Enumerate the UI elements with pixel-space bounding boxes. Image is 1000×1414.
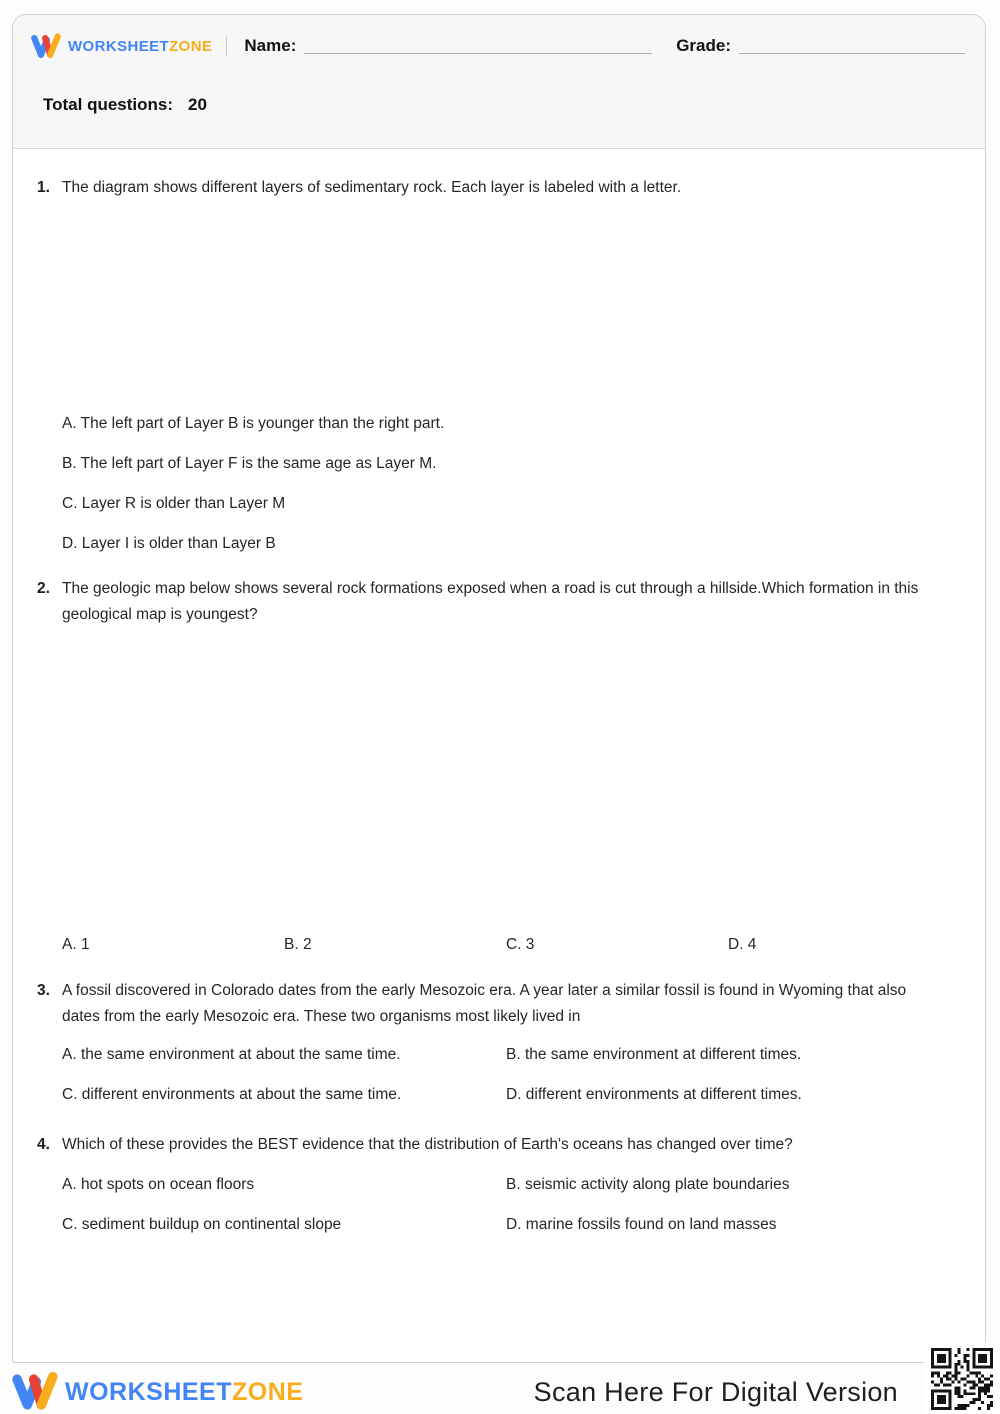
- worksheetzone-logo: [31, 33, 212, 60]
- brand-name: [65, 1378, 303, 1407]
- worksheetzone-w-icon: [31, 33, 61, 60]
- question-4-options: [37, 1172, 955, 1238]
- answer-option: B. the same environment at different times.: [506, 1046, 802, 1063]
- header-row: [31, 29, 965, 63]
- answer-option: C. different environments at about the same time.: [62, 1086, 402, 1103]
- total-questions-row: [31, 95, 965, 115]
- question-number: 1.: [37, 179, 50, 196]
- worksheet-card: [12, 14, 986, 1363]
- brand-worksheet: WORKSHEET: [65, 1377, 232, 1406]
- answer-option: A. The left part of Layer B is younger than the right part.: [62, 415, 445, 432]
- total-questions-label: Total questions:: [43, 95, 174, 114]
- answer-option: D. different environments at different times.: [506, 1086, 802, 1103]
- question-1: [37, 175, 955, 557]
- question-text: The geologic map below shows several rock formations exposed when a road is cut through a hillside.Which formation in this geological map is youngest?: [62, 580, 919, 623]
- question-4: [37, 1132, 955, 1238]
- question-2-head: [37, 576, 955, 628]
- question-number: 2.: [37, 580, 50, 597]
- question-2: [37, 576, 955, 958]
- answer-option: B. 2: [284, 936, 312, 953]
- questions-area: [13, 149, 985, 1238]
- answer-option: B. seismic activity along plate boundaries: [506, 1176, 790, 1193]
- total-questions-value: 20: [188, 95, 207, 114]
- brand-worksheet: WORKSHEET: [68, 37, 170, 55]
- question-text: A fossil discovered in Colorado dates from the early Mesozoic era. A year later a similar fossil is found in Wyoming that also dates from the early Mesozoic era. These two organisms most likely lived in: [62, 982, 907, 1025]
- question-4-head: [37, 1132, 955, 1158]
- page-footer: [12, 1371, 988, 1413]
- worksheetzone-w-icon: [12, 1371, 58, 1413]
- grade-blank-line: [739, 38, 965, 54]
- answer-option: A. hot spots on ocean floors: [62, 1176, 255, 1193]
- answer-option: B. The left part of Layer F is the same age as Layer M.: [62, 455, 437, 472]
- question-3-head: [37, 978, 955, 1030]
- answer-option: C. Layer R is older than Layer M: [62, 495, 286, 512]
- answer-option: C. sediment buildup on continental slope: [62, 1216, 342, 1233]
- question-number: 3.: [37, 982, 50, 999]
- question-1-options: [37, 411, 955, 557]
- question-3-options: [37, 1042, 955, 1108]
- answer-option: D. 4: [728, 936, 757, 953]
- answer-option: A. 1: [62, 936, 90, 953]
- qr-code: [924, 1343, 1000, 1414]
- question-2-map-placeholder: [37, 628, 955, 932]
- question-2-options: [37, 932, 955, 958]
- worksheet-header: [13, 15, 985, 149]
- name-blank-line: [304, 38, 652, 54]
- answer-option: C. 3: [506, 936, 535, 953]
- question-text: The diagram shows different layers of sedimentary rock. Each layer is labeled with a letter.: [62, 179, 682, 196]
- question-1-head: [37, 175, 955, 201]
- answer-option: D. marine fossils found on land masses: [506, 1216, 777, 1233]
- scan-here-text: Scan Here For Digital Version: [533, 1376, 898, 1407]
- answer-option: D. Layer I is older than Layer B: [62, 535, 276, 552]
- name-label: Name:: [244, 36, 297, 55]
- question-1-diagram-placeholder: [37, 201, 955, 411]
- footer-worksheetzone-logo: [12, 1371, 303, 1413]
- question-3: [37, 978, 955, 1108]
- question-number: 4.: [37, 1136, 50, 1153]
- answer-option: A. the same environment at about the same time.: [62, 1046, 401, 1063]
- header-divider: [226, 36, 227, 56]
- brand-zone: ZONE: [169, 37, 213, 55]
- grade-label: Grade:: [676, 36, 731, 55]
- question-text: Which of these provides the BEST evidence that the distribution of Earth's oceans has changed over time?: [62, 1136, 793, 1153]
- brand-name: [68, 38, 212, 55]
- brand-zone: ZONE: [232, 1377, 304, 1406]
